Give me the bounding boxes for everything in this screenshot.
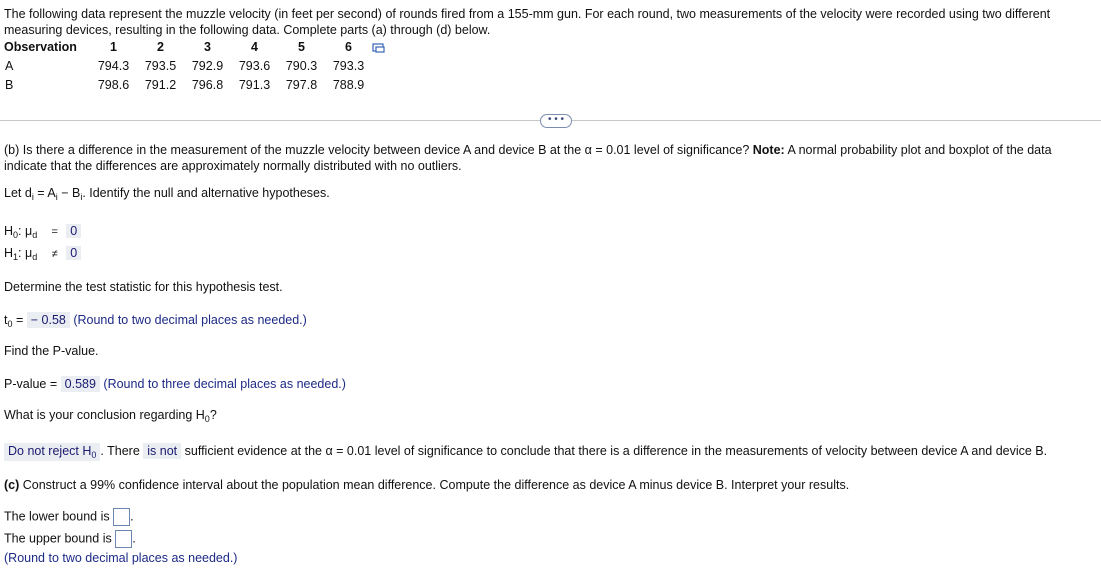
let-text: = A — [33, 186, 56, 200]
table-cell: 791.2 — [144, 77, 177, 92]
conclusion-text: What is your conclusion regarding H — [4, 408, 205, 422]
copy-table-button[interactable] — [372, 37, 402, 56]
mu-symbol: μ — [25, 246, 33, 260]
copy-icon — [372, 42, 386, 52]
part-c-question — [4, 478, 849, 492]
null-value[interactable]: 0 — [66, 224, 81, 238]
hypothesis-symbol: H — [4, 246, 14, 260]
part-b-question — [4, 142, 1098, 174]
table-cell: 793.6 — [238, 58, 271, 73]
upper-bound-row: The upper bound is . — [4, 530, 136, 548]
table-cell: 794.3 — [97, 58, 130, 73]
test-stat-row: $t_0$ = − 0.58 (Round to two decimal places as needed.) — [4, 313, 307, 329]
null-hypothesis: $H_0$: $\mu_d = 0$ — [4, 224, 81, 240]
conclusion-decision-answer[interactable]: Do not reject $H_0$ — [4, 443, 100, 461]
table-col-header: 6 — [345, 39, 352, 54]
conclusion-evidence-answer[interactable]: is not — [143, 443, 181, 459]
conclusion-row — [4, 443, 1101, 461]
let-text: . Identify the null and alternative hypotheses. — [82, 186, 330, 200]
pvalue-row — [4, 376, 346, 392]
pvalue-answer[interactable]: 0.589 — [61, 376, 100, 392]
upper-bound-input[interactable] — [115, 530, 132, 548]
table-cell: 791.3 — [238, 77, 271, 92]
table-row — [3, 75, 402, 94]
expand-button[interactable]: • • • — [540, 114, 572, 128]
question-text: A normal probability plot and boxplot of the data indicate that the differences are approximately normally distributed with no outliers. — [4, 143, 1052, 173]
part-c-label: (c) — [4, 478, 20, 492]
table-cell: 793.5 — [144, 58, 177, 73]
pvalue-label: P-value = — [4, 377, 58, 391]
conclusion-text: sufficient evidence at the α = 0.01 level of significance to conclude that there is a difference in the measurements of velocity between device A and device B. — [184, 444, 1048, 458]
data-table — [3, 37, 402, 94]
pvalue-prompt: Find the P-value. — [4, 344, 99, 358]
table-cell: 792.9 — [191, 58, 224, 73]
table-col-header: 4 — [251, 39, 258, 54]
table-cell: 796.8 — [191, 77, 224, 92]
table-cell: 793.3 — [332, 58, 365, 73]
table-cell: 798.6 — [97, 77, 130, 92]
test-stat-prompt: Determine the test statistic for this hypothesis test. — [4, 280, 283, 294]
question-text: Construct a 99% confidence interval about the population mean difference. Compute the difference as device A minus device B. Interpret your results. — [19, 478, 850, 492]
table-row-label: A — [5, 58, 14, 73]
t0-round-note: (Round to two decimal places as needed.) — [73, 313, 307, 327]
table-row-label: B — [5, 77, 14, 92]
let-text: − B — [57, 186, 81, 200]
decision-text: Do not reject H — [8, 444, 92, 458]
conclusion-text: ? — [209, 408, 217, 422]
null-operator[interactable]: = — [51, 226, 58, 238]
problem-intro: The following data represent the muzzle velocity (in feet per second) of rounds fired from a 155-mm gun. For each round, two measurements of the velocity were recorded using two different measuring devices, resulting in the following data. Complete parts (a) through (d) below. — [4, 7, 1051, 37]
conclusion-prompt: What is your conclusion regarding $H_0$? — [4, 408, 217, 424]
table-col-header: 1 — [110, 39, 117, 54]
alternative-hypothesis: $H_1$: $\mu_d \ne 0$ — [4, 246, 81, 262]
table-row — [3, 56, 402, 75]
table-col-header: 3 — [204, 39, 211, 54]
table-cell: 790.3 — [285, 58, 318, 73]
lower-bound-label: The lower bound is — [4, 509, 110, 524]
mu-symbol: μ — [25, 224, 33, 238]
t0-label: t — [4, 313, 8, 327]
table-cell: 797.8 — [285, 77, 318, 92]
lower-bound-row: The lower bound is . — [4, 508, 134, 526]
hypothesis-symbol: H — [4, 224, 14, 238]
table-cell: 788.9 — [332, 77, 365, 92]
t0-answer[interactable]: − 0.58 — [27, 312, 70, 328]
table-col-header: 2 — [157, 39, 164, 54]
alternative-value[interactable]: 0 — [66, 246, 81, 260]
question-text: (b) Is there a difference in the measurement of the muzzle velocity between device A and device B at the α = 0.01 level of significance? — [4, 143, 753, 157]
alternative-operator[interactable]: ≠ — [51, 248, 58, 260]
note-label: Note: — [752, 143, 785, 157]
let-definition: Let $d_i = A_i - B_i$. Identify the null and alternative hypotheses. — [4, 186, 330, 202]
let-text: Let d — [4, 186, 32, 200]
table-col-header: 5 — [298, 39, 305, 54]
lower-bound-input[interactable] — [113, 508, 130, 526]
pvalue-round-note: (Round to three decimal places as needed.) — [103, 377, 346, 391]
conclusion-text: . There — [100, 444, 140, 458]
bounds-round-note: (Round to two decimal places as needed.) — [4, 551, 238, 565]
table-header-row — [3, 37, 402, 56]
upper-bound-label: The upper bound is — [4, 531, 112, 546]
table-header-label: Observation — [4, 39, 77, 54]
